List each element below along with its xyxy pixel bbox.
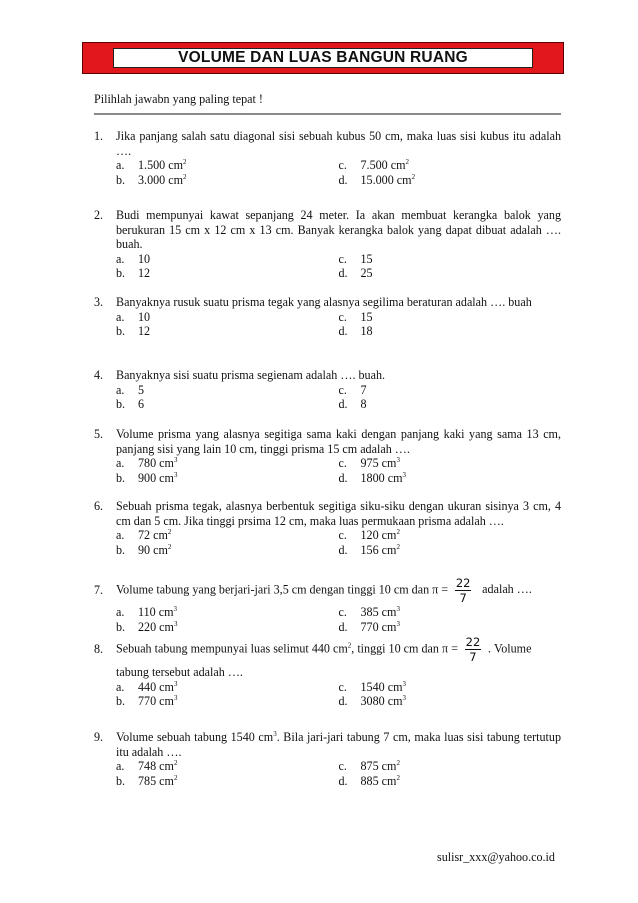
question-4 [94,368,561,412]
option-c: c. 15 [338,309,373,324]
divider [94,113,561,115]
option-b: b. 900 $cm^3$ [116,470,178,485]
option-b: b. 785 $cm^2$ [116,773,178,788]
option-c: c. 1540 $cm^3$ [338,679,406,694]
question-9 [94,730,561,788]
question-stem: Banyaknya rusuk suatu prisma tegak yang alasnya segilima beraturan adalah …. buah [116,295,532,309]
option-c: c. 7.500 $cm^2$ [338,158,410,173]
option-d: d. 15.000 $cm^2$ [338,172,416,187]
question-1 [94,129,561,187]
question-number: 4. [94,368,104,382]
question-number: 5. [94,427,104,441]
question-7 [94,577,561,634]
question-number: 1. [94,129,104,143]
option-a: a. 110 $cm^3$ [116,605,177,619]
question-stem: Jika panjang salah satu diagonal sisi sebuah kubus 50 cm, maka luas sisi kubus itu adalah …. [116,129,561,158]
question-stem: Budi mempunyai kawat sepanjang 24 meter. Ia akan membuat kerangka balok yang berukuran 15 cm x 12 cm x 13 cm. Banyak kerangka balok yang dapat dibuat adalah …. buah. [116,208,561,252]
option-b: b. 90 $cm^2$ [116,542,172,557]
question-stem: Volume sebuah tabung 1540 $cm^3$. Bila jari-jari tabung 7 cm, maka luas sisi tabung tertutup itu adalah …. [116,730,561,759]
option-c: c. 875 $cm^2$ [338,759,400,774]
option-d: d. 156 $cm^2$ [338,542,400,557]
option-a: a. 5 [116,382,145,397]
question-stem: Sebuah tabung mempunyai luas selimut 440 $cm^2$, tinggi 10 cm dan π = $\frac{22}{7}$ . Volume [116,634,532,664]
option-b: b. 6 [116,397,145,412]
question-6 [94,499,561,557]
option-a: a. 10 [116,251,151,266]
option-d: d. 770 $cm^3$ [338,619,400,634]
title-banner [82,42,564,74]
option-b: b. 12 [116,324,151,339]
option-a: a. 780 $cm^3$ [116,456,178,471]
option-b: b. 12 [116,266,151,281]
question-number: 7. [94,582,104,597]
question-number: 6. [94,499,104,513]
option-d: d. 1800 $cm^3$ [338,470,406,485]
option-a: a. 440 $cm^3$ [116,679,178,694]
option-a: a. 10 [116,309,151,324]
fraction: $\frac{22}{7}$ [465,634,481,664]
question-3 [94,295,561,339]
option-d: d. 25 [338,266,373,281]
option-c: c. 15 [338,251,373,266]
fraction: $\frac{22}{7}$ [455,575,471,605]
instruction-text: Pilihlah jawabn yang paling tepat ! [94,92,263,106]
option-d: d. 3080 $cm^3$ [338,694,406,709]
footer-email: sulisr_xxx@yahoo.co.id [437,850,555,864]
question-stem: Volume prisma yang alasnya segitiga sama kaki dengan panjang kaki yang sama 13 cm, panjang sisi yang lain 10 cm, tinggi prisma 15 cm adalah …. [116,427,561,456]
option-c: c. 7 [338,382,367,397]
option-a: a. 748 $cm^2$ [116,759,178,774]
question-number: 3. [94,295,104,309]
option-b: b. 3.000 $cm^2$ [116,172,187,187]
option-b: b. 220 $cm^3$ [116,619,178,634]
option-b: b. 770 $cm^3$ [116,694,178,709]
option-d: d. 885 $cm^2$ [338,773,400,788]
option-a: a. 72 $cm^2$ [116,528,172,543]
option-c: c. 120 $cm^2$ [338,528,400,543]
option-a: a. 1.500 $cm^2$ [116,158,187,173]
option-d: d. 8 [338,397,367,412]
question-number: 2. [94,208,104,222]
question-5 [94,427,561,485]
question-2 [94,208,561,281]
question-number: 9. [94,730,104,744]
question-stem: Banyaknya sisi suatu prisma segienam adalah …. buah. [116,368,386,382]
option-d: d. 18 [338,324,373,339]
question-number: 8. [94,641,104,656]
question-stem-continued: tabung tersebut adalah …. [116,665,243,679]
question-8 [94,636,561,709]
question-stem: Volume tabung yang berjari-jari 3,5 cm dengan tinggi 10 cm dan π = $\frac{22}{7}$ adalah …. [116,575,532,605]
page-title: VOLUME DAN LUAS BANGUN RUANG [113,48,533,68]
question-stem: Sebuah prisma tegak, alasnya berbentuk segitiga siku-siku dengan ukuran sisinya 3 cm, 4 cm dan 5 cm. Jika tinggi prsima 12 cm, maka luas permukaan prisma adalah …. [116,499,561,528]
option-c: c. 975 $cm^3$ [338,456,400,471]
option-c: c. 385 $cm^3$ [338,605,400,619]
